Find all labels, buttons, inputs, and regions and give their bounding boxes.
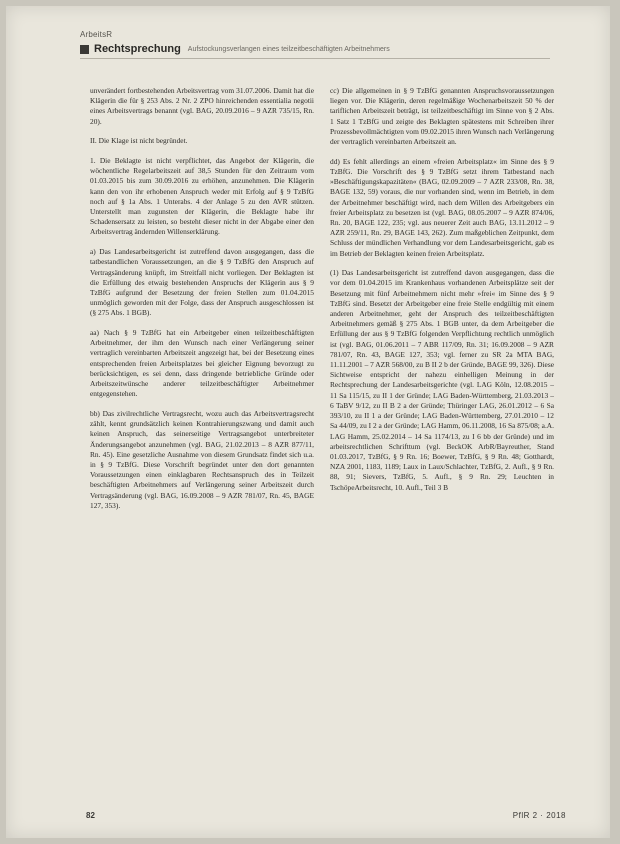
paragraph: a) Das Landesarbeitsgericht ist zutreffend davon ausgegangen, dass die tatbestandlichen Voraussetzungen, an die § 9 TzBfG den Anspruch auf Vertragsänderung knüpft, im Streitfall nicht vorliegen. Der Beklagten ist die Erfüllung des etwaig bestehenden Anspruchs der Klägerin aus § 9 TzBfG aufgrund der Besetzung der freien Stellen zum 01.04.2015 unmöglich geworden mit der Folge, dass der Anspruch ausgeschlossen ist (§ 275 Abs. 1 BGB). <box>90 247 314 318</box>
paragraph: cc) Die allgemeinen in § 9 TzBfG genannten Anspruchsvoraussetzungen liegen vor. Die Klägerin, deren regelmäßige Wochenarbeitszeit 50 % der tariflichen Arbeitszeit beträgt, ist teilzeitbeschäftigt im Sinne von § 2 Abs. 1 Satz 1 TzBfG und zeigte des Beklagten spätestens mit Schreiben ihrer Prozessbevollmächtigten vom 09.02.2015 ihren Wunsch nach Verlängerung der vertraglich vereinbarten Arbeitszeit an. <box>330 86 554 147</box>
paragraph: dd) Es fehlt allerdings an einem »freien Arbeitsplatz« im Sinne des § 9 TzBfG. Die Vorschrift des § 9 TzBfG setzt ihrem Tatbestand nach »Beschäftigungskapazitäten« (BAG, 02.09.2009 – 7 AZR 233/08, Rn. 38, BAGE 132, 59) voraus, die nur vorhanden sind, wenn im Betrieb, in dem der Arbeitnehmer beschäftigt wird, nach dem Willen des Arbeitgebers ein freier Arbeitsplatz zu besetzen ist (vgl. BAG, 08.05.2007 – 9 AZR 874/06, Rn. 20, BAGE 122, 235; vgl. aus neuerer Zeit auch BAG, 13.11.2012 – 9 AZR 259/11, Rn. 29, BAGE 143, 262). Zum maßgeblichen Zeitpunkt, dem Schluss der mündlichen Verhandlung vor dem Landesarbeitsgericht, gab es im Betrieb der Beklagten keinen freien Arbeitsplatz. <box>330 156 554 258</box>
header-rule <box>80 58 550 59</box>
header-square-icon <box>80 45 89 54</box>
header-title: Rechtsprechung <box>94 43 181 55</box>
header-subtitle: Aufstockungsverlangen eines teilzeitbeschäftigten Arbeitnehmers <box>187 45 390 53</box>
paragraph: unverändert fortbestehenden Arbeitsvertrag vom 31.07.2006. Damit hat die Klägerin die für § 253 Abs. 2 Nr. 2 ZPO hinreichenden essentialia negotii eines Arbeitsvertrags benannt (vgl. BAG, 20.09.2016 – 9 AZR 735/15, Rn. 20). <box>90 86 314 126</box>
left-column <box>90 86 314 521</box>
paragraph: II. Die Klage ist nicht begründet. <box>90 136 188 146</box>
right-column <box>330 86 554 502</box>
paragraph: (1) Das Landesarbeitsgericht ist zutreffend davon ausgegangen, dass die vor dem 01.04.2015 im Krankenhaus vorhandenen Arbeitsplätze seit der Besetzung mit fünf Arbeitnehmern nicht mehr »frei« im Sinne des § 9 TzBfG sind. Besetzt der Arbeitgeber eine freie Stelle endgültig mit einem anderen Arbeitnehmer, geht der Anspruch des teilzeitbeschäftigten Arbeitnehmers gemäß § 275 Abs. 1 BGB unter, da dem Arbeitgeber die Erfüllung der aus § 9 TzBfG folgenden Verpflichtung rechtlich unmöglich ist (vgl. BAG, 01.06.2011 – 7 ABR 117/09, Rn. 31; 16.09.2008 – 9 AZR 781/07, Rn. 43, BAGE 127, 353; vgl. ferner zu SR 2a MTA BAG, 11.11.2001 – 7 AZR 568/00, zu B II 2 b der Gründe, BAGE 99, 326). Diese Sichtweise entspricht der nahezu einhelligen Meinung in der Rechtsprechung der Landesarbeitsgerichte (vgl. LAG Köln, 12.08.2015 – 11 Sa 115/15, zu II 1 der Gründe; LAG Baden-Württemberg, 21.03.2013 – 6 TaBV 9/12, zu II B 2 a der Gründe; Thüringer LAG, 26.01.2012 – 6 Sa 393/10, zu II 1 a der Gründe; LAG Baden-Württemberg, 27.01.2010 – 12 Sa 44/09, zu I 2 a der Gründe; LAG Hamm, 06.11.2008, 16 Sa 875/08; a.A. LAG Hamm, 25.02.2014 – 14 Sa 1174/13, zu I 6 bb der Gründe) und im arbeitsrechtlichen Schrifttum (vgl. BeckOK ArbR/Bayreuther, Stand 01.03.2017, TzBfG, § 9 Rn. 16; Boewer, TzBfG, § 9 Rn. 48; Gotthardt, NZA 2001, 1183, 1189; Laux in Laux/Schlachter, TzBfG, 2. Aufl., § 9 Rn. 88, 91; Sievers, TzBfG, 5. Aufl., § 9 Rn. 29; Leuchten in TschöpeArbeitsrecht, 10. Aufl., Teil 3 B <box>330 268 554 492</box>
page-number: 82 <box>86 811 95 820</box>
paragraph: aa) Nach § 9 TzBfG hat ein Arbeitgeber einen teilzeitbeschäftigten Arbeitnehmer, der ihm den Wunsch nach einer Verlängerung seiner vertraglich vereinbarten Arbeitszeit angezeigt hat, bei der Besetzung eines entsprechenden freien Arbeitsplatzes bei gleicher Eignung bevorzugt zu berücksichtigen, es sei denn, dass dringende betriebliche Gründe oder Arbeitszeitwünsche anderer teilzeitbeschäftigter Arbeitnehmer entgegenstehen. <box>90 328 314 399</box>
paragraph: 1. Die Beklagte ist nicht verpflichtet, das Angebot der Klägerin, die wöchentliche Regelarbeitszeit auf 38,5 Stunden für den Zeitraum vom 01.03.2015 bis zum 30.09.2016 zu erhöhen, anzunehmen. Die Klägerin kann den von ihr erhobenen Anspruch weder mit Erfolg auf § 9 TzBfG noch auf § 1a Abs. 1 Unterabs. 4 der Anlage 5 zu den AVR stützen. Unterstellt man zugunsten der Klägerin, die Beklagte habe ihr Schadensersatz zu leisten, so besteht dieser nicht in der Abgabe einer den Arbeitsvertrag ändernden Willenserklärung. <box>90 156 314 237</box>
journal-reference: PflR 2 · 2018 <box>512 811 566 820</box>
document-page <box>6 6 610 838</box>
page-header <box>80 43 390 55</box>
paragraph: bb) Das zivilrechtliche Vertragsrecht, wozu auch das Arbeitsvertragsrecht zählt, kennt grundsätzlich keinen Kontrahierungszwang und damit auch keinen Anspruch, das seinerseitige Vertragsangebot unterbreiteter Änderungsangebot anzunehmen (vgl. BAG, 21.02.2013 – 8 AZR 877/11, Rn. 45). Eine gesetzliche Ausnahme von diesem Grundsatz findet sich u.a. in § 9 TzBfG. Diese Vorschrift begründet unter den dort genannten Voraussetzungen einen einklagbaren Rechtsanspruch des in Teilzeit beschäftigten Arbeitnehmers auf Verlängerung seiner Arbeitszeit durch Vertragsänderung (vgl. BAG, 16.09.2008 – 9 AZR 781/07, Rn. 45, BAGE 127, 353). <box>90 408 314 510</box>
section-label: ArbeitsR <box>80 30 113 39</box>
